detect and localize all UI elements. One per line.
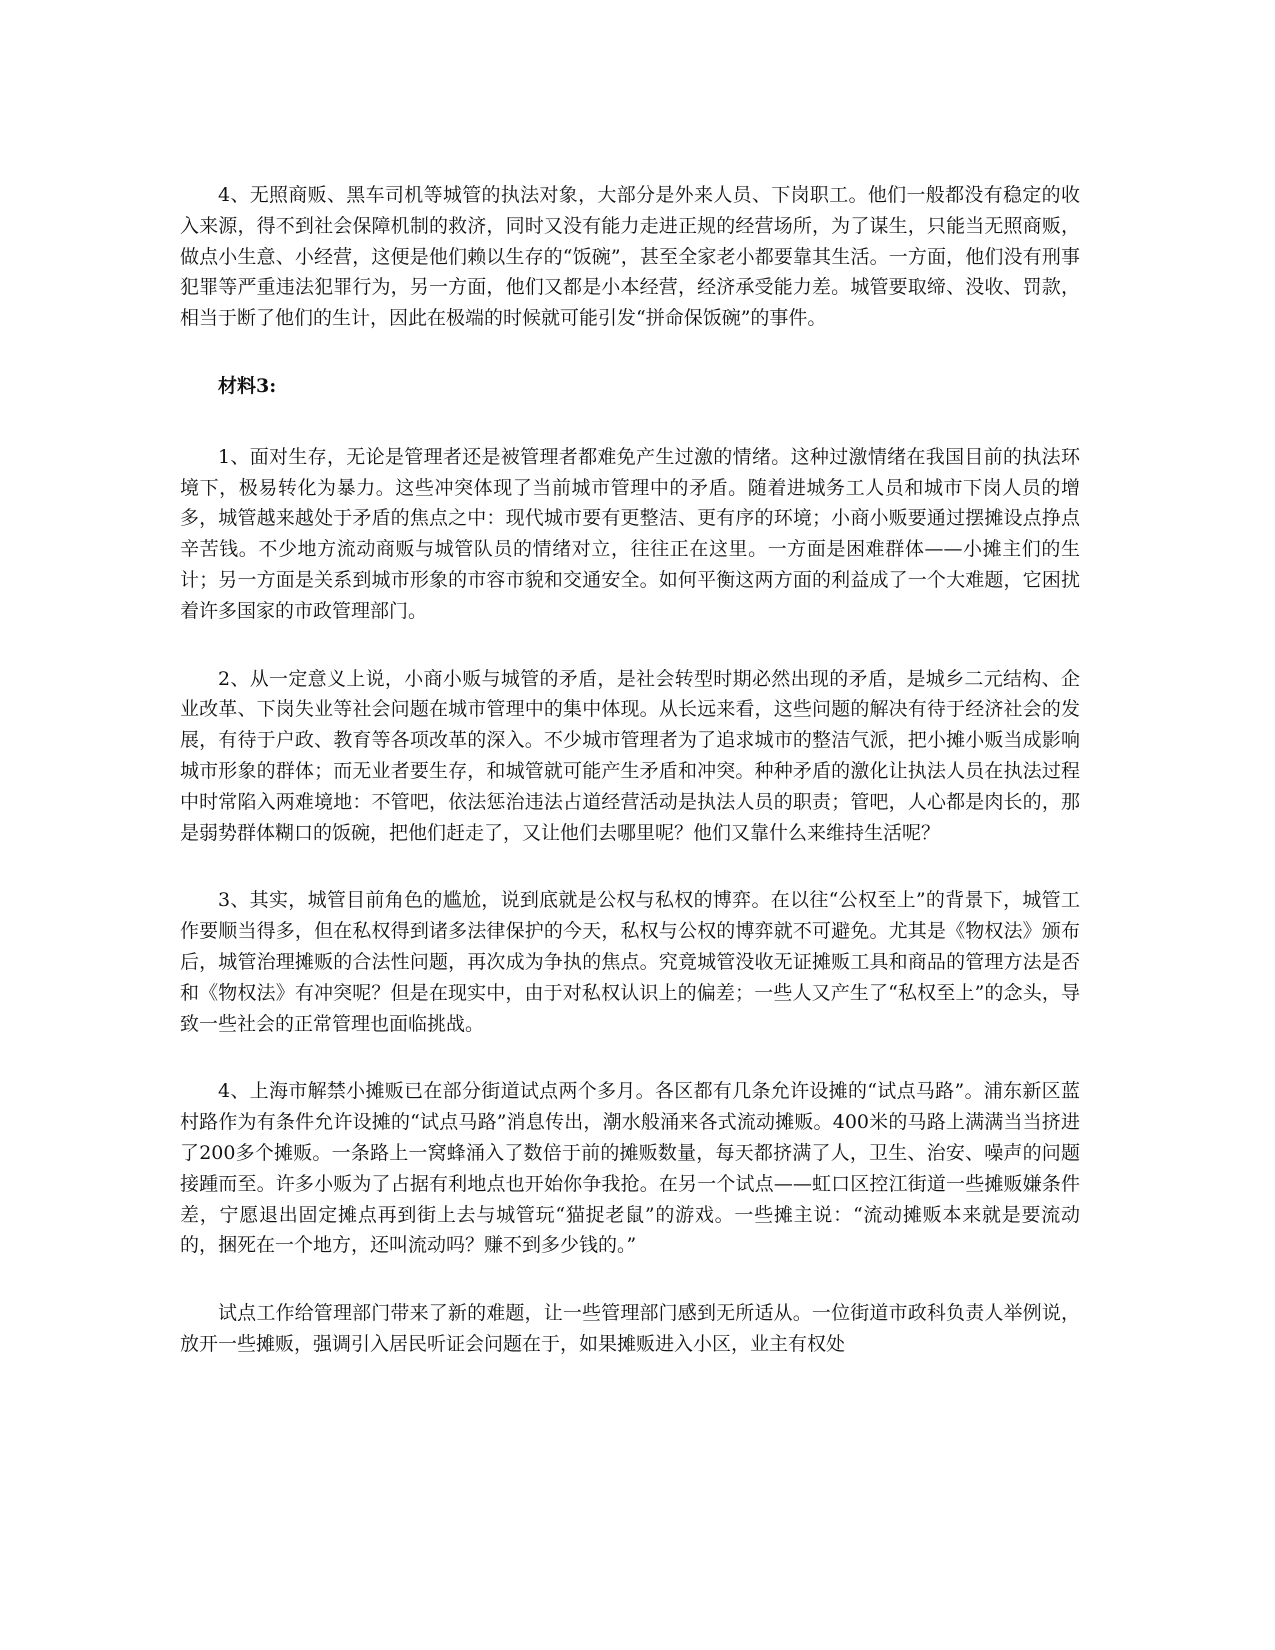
paragraph-trial-work: 试点工作给管理部门带来了新的难题，让一些管理部门感到无所适从。一位街道市政科负责人举例说，放开一些摊贩，强调引入居民听证会问题在于，如果摊贩进入小区，业主有权处 xyxy=(180,1302,1080,1355)
paragraph-point-3: 3、其实，城管目前角色的尴尬，说到底就是公权与私权的博弈。在以往“公权至上”的背景下，城管工作要顺当得多，但在私权得到诸多法律保护的今天，私权与公权的博弈就不可避免。尤其是《物权法》颁布后，城管治理摊贩的合法性问题，再次成为争执的焦点。究竟城管没收无证摊贩工具和商品的管理方法是否和《物权法》有冲突呢？但是在现实中，由于对私权认识上的偏差；一些人又产生了“私权至上”的念头，导致一些社会的正常管理也面临挑战。 xyxy=(180,889,1080,1035)
section-heading: 材料3: xyxy=(218,374,277,397)
paragraph-point-1: 1、面对生存，无论是管理者还是被管理者都难免产生过激的情绪。这种过激情绪在我国目前的执法环境下，极易转化为暴力。这些冲突体现了当前城市管理中的矛盾。随着进城务工人员和城市下岗人员的增多，城管越来越处于矛盾的焦点之中：现代城市要有更整洁、更有序的环境；小商小贩要通过摆摊设点挣点辛苦钱。不少地方流动商贩与城管队员的情绪对立，往往正在这里。一方面是困难群体——小摊主们的生计；另一方面是关系到城市形象的市容市貌和交通安全。如何平衡这两方面的利益成了一个大难题，它困扰着许多国家的市政管理部门。 xyxy=(180,445,1080,622)
paragraph-point-2: 2、从一定意义上说，小商小贩与城管的矛盾，是社会转型时期必然出现的矛盾，是城乡二元结构、企业改革、下岗失业等社会问题在城市管理中的集中体现。从长远来看，这些问题的解决有待于经济社会的发展，有待于户政、教育等各项改革的深入。不少城市管理者为了追求城市的整洁气派，把小摊小贩当成影响城市形象的群体；而无业者要生存，和城管就可能产生矛盾和冲突。种种矛盾的激化让执法人员在执法过程中时常陷入两难境地：不管吧，依法惩治违法占道经营活动是执法人员的职责；管吧，人心都是肉长的，那是弱势群体糊口的饭碗，把他们赶走了，又让他们去哪里呢？他们又靠什么来维持生活呢？ xyxy=(180,667,1080,844)
paragraph-item-4-intro: 4、无照商贩、黑车司机等城管的执法对象，大部分是外来人员、下岗职工。他们一般都没有稳定的收入来源，得不到社会保障机制的救济，同时又没有能力走进正规的经营场所，为了谋生，只能当无照商贩，做点小生意、小经营，这便是他们赖以生存的“饭碗”，甚至全家老小都要靠其生活。一方面，他们没有刑事犯罪等严重违法犯罪行为，另一方面，他们又都是小本经营，经济承受能力差。城管要取缔、没收、罚款，相当于断了他们的生计，因此在极端的时候就可能引发“拼命保饭碗”的事件。 xyxy=(180,184,1080,330)
document-page xyxy=(180,180,1080,1397)
paragraph-point-4: 4、上海市解禁小摊贩已在部分街道试点两个多月。各区都有几条允许设摊的“试点马路”。浦东新区蓝村路作为有条件允许设摊的“试点马路”消息传出，潮水般涌来各式流动摊贩。400米的马路上满满当当挤进了200多个摊贩。一条路上一窝蜂涌入了数倍于前的摊贩数量，每天都挤满了人，卫生、治安、噪声的问题接踵而至。许多小贩为了占据有利地点也开始你争我抢。在另一个试点——虹口区控江街道一些摊贩嫌条件差，宁愿退出固定摊点再到街上去与城管玩“猫捉老鼠”的游戏。一些摊主说：“流动摊贩本来就是要流动的，捆死在一个地方，还叫流动吗？赚不到多少钱的。” xyxy=(180,1080,1080,1257)
